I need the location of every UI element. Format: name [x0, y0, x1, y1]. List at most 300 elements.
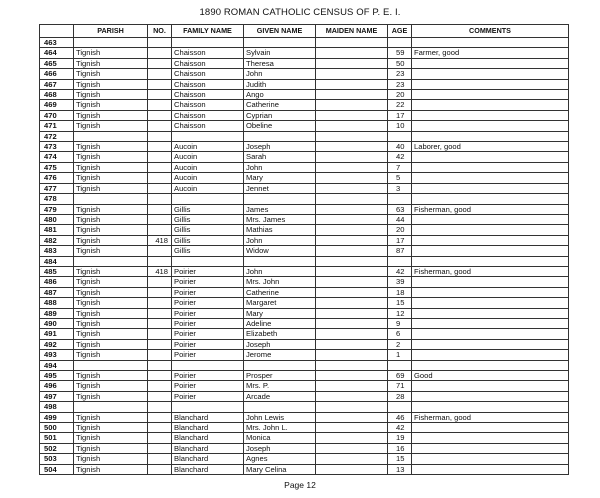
maiden-name-cell [316, 58, 388, 68]
family-name-cell: Gillis [172, 225, 244, 235]
maiden-name-cell [316, 194, 388, 204]
row-number-cell: 482 [40, 235, 74, 245]
parish-cell: Tignish [74, 454, 148, 464]
no-cell [148, 110, 172, 120]
family-name-cell [172, 360, 244, 370]
age-cell: 23 [388, 69, 412, 79]
age-cell: 13 [388, 464, 412, 474]
parish-cell [74, 402, 148, 412]
age-cell [388, 256, 412, 266]
header-age: AGE [388, 25, 412, 38]
table-row [40, 48, 569, 58]
comments-cell [412, 339, 569, 349]
comments-cell [412, 298, 569, 308]
page-title: 1890 ROMAN CATHOLIC CENSUS OF P. E. I. [199, 7, 401, 18]
parish-cell: Tignish [74, 381, 148, 391]
family-name-cell: Aucoin [172, 162, 244, 172]
row-number-cell: 473 [40, 142, 74, 152]
comments-cell [412, 173, 569, 183]
family-name-cell: Poirier [172, 391, 244, 401]
table-row [40, 381, 569, 391]
age-cell: 20 [388, 90, 412, 100]
no-cell [148, 225, 172, 235]
row-number-cell: 503 [40, 454, 74, 464]
maiden-name-cell [316, 371, 388, 381]
no-cell [148, 142, 172, 152]
family-name-cell [172, 402, 244, 412]
maiden-name-cell [316, 277, 388, 287]
row-number-cell: 466 [40, 69, 74, 79]
table-row [40, 173, 569, 183]
no-cell [148, 423, 172, 433]
table-row [40, 360, 569, 370]
row-number-cell: 478 [40, 194, 74, 204]
no-cell [148, 329, 172, 339]
family-name-cell: Chaisson [172, 79, 244, 89]
age-cell: 6 [388, 329, 412, 339]
comments-cell: Farmer, good [412, 48, 569, 58]
age-cell: 9 [388, 318, 412, 328]
census-body [40, 38, 569, 475]
header-maiden-name: MAIDEN NAME [316, 25, 388, 38]
age-cell: 10 [388, 121, 412, 131]
family-name-cell: Chaisson [172, 48, 244, 58]
row-number-cell: 479 [40, 204, 74, 214]
no-cell [148, 69, 172, 79]
maiden-name-cell [316, 225, 388, 235]
table-row [40, 256, 569, 266]
given-name-cell: Catherine [244, 287, 316, 297]
comments-cell [412, 183, 569, 193]
page-number: Page 12 [284, 480, 316, 490]
parish-cell: Tignish [74, 152, 148, 162]
parish-cell: Tignish [74, 350, 148, 360]
given-name-cell: Mathias [244, 225, 316, 235]
table-row [40, 69, 569, 79]
census-table [39, 24, 569, 475]
comments-cell [412, 110, 569, 120]
maiden-name-cell [316, 298, 388, 308]
no-cell [148, 48, 172, 58]
age-cell [388, 360, 412, 370]
comments-cell [412, 308, 569, 318]
given-name-cell: John [244, 266, 316, 276]
no-cell [148, 246, 172, 256]
comments-cell [412, 360, 569, 370]
no-cell [148, 152, 172, 162]
table-row [40, 433, 569, 443]
comments-cell [412, 225, 569, 235]
maiden-name-cell [316, 48, 388, 58]
maiden-name-cell [316, 204, 388, 214]
age-cell: 63 [388, 204, 412, 214]
parish-cell [74, 360, 148, 370]
no-cell [148, 402, 172, 412]
table-row [40, 121, 569, 131]
row-number-cell: 480 [40, 214, 74, 224]
parish-cell: Tignish [74, 277, 148, 287]
maiden-name-cell [316, 318, 388, 328]
maiden-name-cell [316, 121, 388, 131]
comments-cell [412, 121, 569, 131]
table-row [40, 38, 569, 48]
parish-cell: Tignish [74, 225, 148, 235]
parish-cell: Tignish [74, 142, 148, 152]
table-row [40, 266, 569, 276]
parish-cell: Tignish [74, 48, 148, 58]
row-number-cell: 489 [40, 308, 74, 318]
given-name-cell: Arcade [244, 391, 316, 401]
given-name-cell [244, 194, 316, 204]
parish-cell: Tignish [74, 121, 148, 131]
no-cell [148, 204, 172, 214]
table-row [40, 183, 569, 193]
table-row [40, 142, 569, 152]
comments-cell [412, 214, 569, 224]
table-row [40, 339, 569, 349]
comments-cell [412, 433, 569, 443]
row-number-cell: 481 [40, 225, 74, 235]
given-name-cell [244, 38, 316, 48]
row-number-cell: 490 [40, 318, 74, 328]
header-row [40, 25, 569, 38]
maiden-name-cell [316, 423, 388, 433]
given-name-cell: John [244, 162, 316, 172]
row-number-cell: 471 [40, 121, 74, 131]
family-name-cell: Blanchard [172, 423, 244, 433]
row-number-cell: 483 [40, 246, 74, 256]
given-name-cell: Mrs. James [244, 214, 316, 224]
maiden-name-cell [316, 152, 388, 162]
family-name-cell: Poirier [172, 308, 244, 318]
family-name-cell: Gillis [172, 235, 244, 245]
given-name-cell: Joseph [244, 443, 316, 453]
comments-cell: Laborer, good [412, 142, 569, 152]
table-row [40, 79, 569, 89]
comments-cell [412, 194, 569, 204]
row-number-cell: 484 [40, 256, 74, 266]
parish-cell [74, 131, 148, 141]
parish-cell: Tignish [74, 246, 148, 256]
age-cell [388, 402, 412, 412]
given-name-cell: James [244, 204, 316, 214]
row-number-cell: 485 [40, 266, 74, 276]
header-family-name: FAMILY NAME [172, 25, 244, 38]
parish-cell: Tignish [74, 204, 148, 214]
table-row [40, 329, 569, 339]
no-cell [148, 339, 172, 349]
table-row [40, 412, 569, 422]
comments-cell [412, 246, 569, 256]
maiden-name-cell [316, 381, 388, 391]
parish-cell: Tignish [74, 90, 148, 100]
age-cell: 22 [388, 100, 412, 110]
row-number-cell: 499 [40, 412, 74, 422]
row-number-cell: 491 [40, 329, 74, 339]
comments-cell [412, 318, 569, 328]
parish-cell: Tignish [74, 329, 148, 339]
maiden-name-cell [316, 308, 388, 318]
family-name-cell: Chaisson [172, 110, 244, 120]
table-row [40, 371, 569, 381]
row-number-cell: 493 [40, 350, 74, 360]
no-cell [148, 194, 172, 204]
given-name-cell: Mrs. John [244, 277, 316, 287]
comments-cell [412, 402, 569, 412]
comments-cell [412, 256, 569, 266]
given-name-cell: Widow [244, 246, 316, 256]
parish-cell: Tignish [74, 69, 148, 79]
comments-cell [412, 131, 569, 141]
maiden-name-cell [316, 131, 388, 141]
comments-cell [412, 235, 569, 245]
parish-cell: Tignish [74, 162, 148, 172]
no-cell [148, 214, 172, 224]
row-number-cell: 465 [40, 58, 74, 68]
age-cell: 87 [388, 246, 412, 256]
family-name-cell: Aucoin [172, 152, 244, 162]
given-name-cell: Mrs. P. [244, 381, 316, 391]
family-name-cell: Aucoin [172, 173, 244, 183]
comments-cell [412, 381, 569, 391]
table-row [40, 100, 569, 110]
given-name-cell: Sylvain [244, 48, 316, 58]
no-cell [148, 121, 172, 131]
maiden-name-cell [316, 443, 388, 453]
given-name-cell [244, 131, 316, 141]
given-name-cell: Elizabeth [244, 329, 316, 339]
age-cell: 46 [388, 412, 412, 422]
comments-cell [412, 100, 569, 110]
age-cell [388, 131, 412, 141]
comments-cell: Good [412, 371, 569, 381]
table-row [40, 152, 569, 162]
maiden-name-cell [316, 256, 388, 266]
maiden-name-cell [316, 162, 388, 172]
maiden-name-cell [316, 110, 388, 120]
age-cell: 39 [388, 277, 412, 287]
no-cell [148, 318, 172, 328]
parish-cell [74, 256, 148, 266]
family-name-cell: Chaisson [172, 121, 244, 131]
age-cell: 5 [388, 173, 412, 183]
given-name-cell: Margaret [244, 298, 316, 308]
table-row [40, 443, 569, 453]
no-cell [148, 287, 172, 297]
age-cell: 16 [388, 443, 412, 453]
parish-cell: Tignish [74, 110, 148, 120]
no-cell [148, 443, 172, 453]
row-number-cell: 504 [40, 464, 74, 474]
age-cell: 12 [388, 308, 412, 318]
header-row-number [40, 25, 74, 38]
maiden-name-cell [316, 235, 388, 245]
comments-cell [412, 423, 569, 433]
age-cell: 69 [388, 371, 412, 381]
given-name-cell [244, 360, 316, 370]
age-cell: 19 [388, 433, 412, 443]
given-name-cell: Mary [244, 173, 316, 183]
family-name-cell: Poirier [172, 371, 244, 381]
no-cell [148, 58, 172, 68]
comments-cell [412, 454, 569, 464]
family-name-cell: Blanchard [172, 454, 244, 464]
header-given-name: GIVEN NAME [244, 25, 316, 38]
family-name-cell: Poirier [172, 277, 244, 287]
table-row [40, 235, 569, 245]
parish-cell: Tignish [74, 183, 148, 193]
family-name-cell: Blanchard [172, 464, 244, 474]
family-name-cell [172, 194, 244, 204]
parish-cell: Tignish [74, 298, 148, 308]
family-name-cell: Poirier [172, 350, 244, 360]
table-row [40, 318, 569, 328]
comments-cell [412, 391, 569, 401]
comments-cell: Fisherman, good [412, 412, 569, 422]
family-name-cell: Chaisson [172, 90, 244, 100]
row-number-cell: 472 [40, 131, 74, 141]
maiden-name-cell [316, 433, 388, 443]
maiden-name-cell [316, 69, 388, 79]
no-cell [148, 173, 172, 183]
age-cell: 7 [388, 162, 412, 172]
given-name-cell: Jennet [244, 183, 316, 193]
table-row [40, 225, 569, 235]
parish-cell: Tignish [74, 371, 148, 381]
age-cell: 3 [388, 183, 412, 193]
no-cell [148, 131, 172, 141]
age-cell: 71 [388, 381, 412, 391]
row-number-cell: 470 [40, 110, 74, 120]
table-row [40, 131, 569, 141]
family-name-cell: Aucoin [172, 142, 244, 152]
no-cell [148, 183, 172, 193]
age-cell: 15 [388, 298, 412, 308]
parish-cell: Tignish [74, 433, 148, 443]
parish-cell: Tignish [74, 443, 148, 453]
given-name-cell [244, 402, 316, 412]
parish-cell: Tignish [74, 412, 148, 422]
family-name-cell: Gillis [172, 246, 244, 256]
maiden-name-cell [316, 391, 388, 401]
comments-cell [412, 464, 569, 474]
table-row [40, 58, 569, 68]
comments-cell [412, 329, 569, 339]
given-name-cell: Prosper [244, 371, 316, 381]
given-name-cell: Adeline [244, 318, 316, 328]
comments-cell [412, 69, 569, 79]
family-name-cell: Aucoin [172, 183, 244, 193]
comments-cell: Fisherman, good [412, 204, 569, 214]
row-number-cell: 495 [40, 371, 74, 381]
given-name-cell: Mrs. John L. [244, 423, 316, 433]
family-name-cell: Poirier [172, 287, 244, 297]
given-name-cell: Joseph [244, 339, 316, 349]
no-cell [148, 298, 172, 308]
given-name-cell: Mary Celina [244, 464, 316, 474]
row-number-cell: 488 [40, 298, 74, 308]
row-number-cell: 497 [40, 391, 74, 401]
family-name-cell: Blanchard [172, 433, 244, 443]
comments-cell [412, 79, 569, 89]
comments-cell [412, 287, 569, 297]
given-name-cell: Monica [244, 433, 316, 443]
parish-cell: Tignish [74, 266, 148, 276]
row-number-cell: 475 [40, 162, 74, 172]
no-cell [148, 277, 172, 287]
given-name-cell: John [244, 235, 316, 245]
given-name-cell: Jerome [244, 350, 316, 360]
maiden-name-cell [316, 38, 388, 48]
given-name-cell: Mary [244, 308, 316, 318]
parish-cell: Tignish [74, 100, 148, 110]
maiden-name-cell [316, 287, 388, 297]
parish-cell: Tignish [74, 339, 148, 349]
maiden-name-cell [316, 339, 388, 349]
maiden-name-cell [316, 464, 388, 474]
age-cell: 42 [388, 266, 412, 276]
family-name-cell [172, 131, 244, 141]
age-cell: 1 [388, 350, 412, 360]
age-cell: 42 [388, 423, 412, 433]
row-number-cell: 494 [40, 360, 74, 370]
row-number-cell: 501 [40, 433, 74, 443]
comments-cell [412, 350, 569, 360]
row-number-cell: 468 [40, 90, 74, 100]
comments-cell: Fisherman, good [412, 266, 569, 276]
no-cell [148, 433, 172, 443]
row-number-cell: 477 [40, 183, 74, 193]
maiden-name-cell [316, 412, 388, 422]
table-row [40, 298, 569, 308]
no-cell: 418 [148, 235, 172, 245]
family-name-cell: Poirier [172, 329, 244, 339]
given-name-cell: Agnes [244, 454, 316, 464]
row-number-cell: 487 [40, 287, 74, 297]
given-name-cell: Theresa [244, 58, 316, 68]
age-cell: 2 [388, 339, 412, 349]
given-name-cell [244, 256, 316, 266]
family-name-cell: Poirier [172, 339, 244, 349]
no-cell [148, 381, 172, 391]
no-cell [148, 38, 172, 48]
row-number-cell: 474 [40, 152, 74, 162]
maiden-name-cell [316, 142, 388, 152]
parish-cell: Tignish [74, 235, 148, 245]
table-row [40, 423, 569, 433]
age-cell: 44 [388, 214, 412, 224]
parish-cell: Tignish [74, 173, 148, 183]
no-cell [148, 79, 172, 89]
given-name-cell: John Lewis [244, 412, 316, 422]
maiden-name-cell [316, 266, 388, 276]
given-name-cell: Joseph [244, 142, 316, 152]
maiden-name-cell [316, 350, 388, 360]
no-cell [148, 308, 172, 318]
age-cell: 28 [388, 391, 412, 401]
table-row [40, 162, 569, 172]
maiden-name-cell [316, 183, 388, 193]
family-name-cell: Gillis [172, 204, 244, 214]
parish-cell [74, 38, 148, 48]
comments-cell [412, 162, 569, 172]
table-row [40, 277, 569, 287]
age-cell: 15 [388, 454, 412, 464]
header-no: NO. [148, 25, 172, 38]
row-number-cell: 500 [40, 423, 74, 433]
table-row [40, 194, 569, 204]
maiden-name-cell [316, 79, 388, 89]
